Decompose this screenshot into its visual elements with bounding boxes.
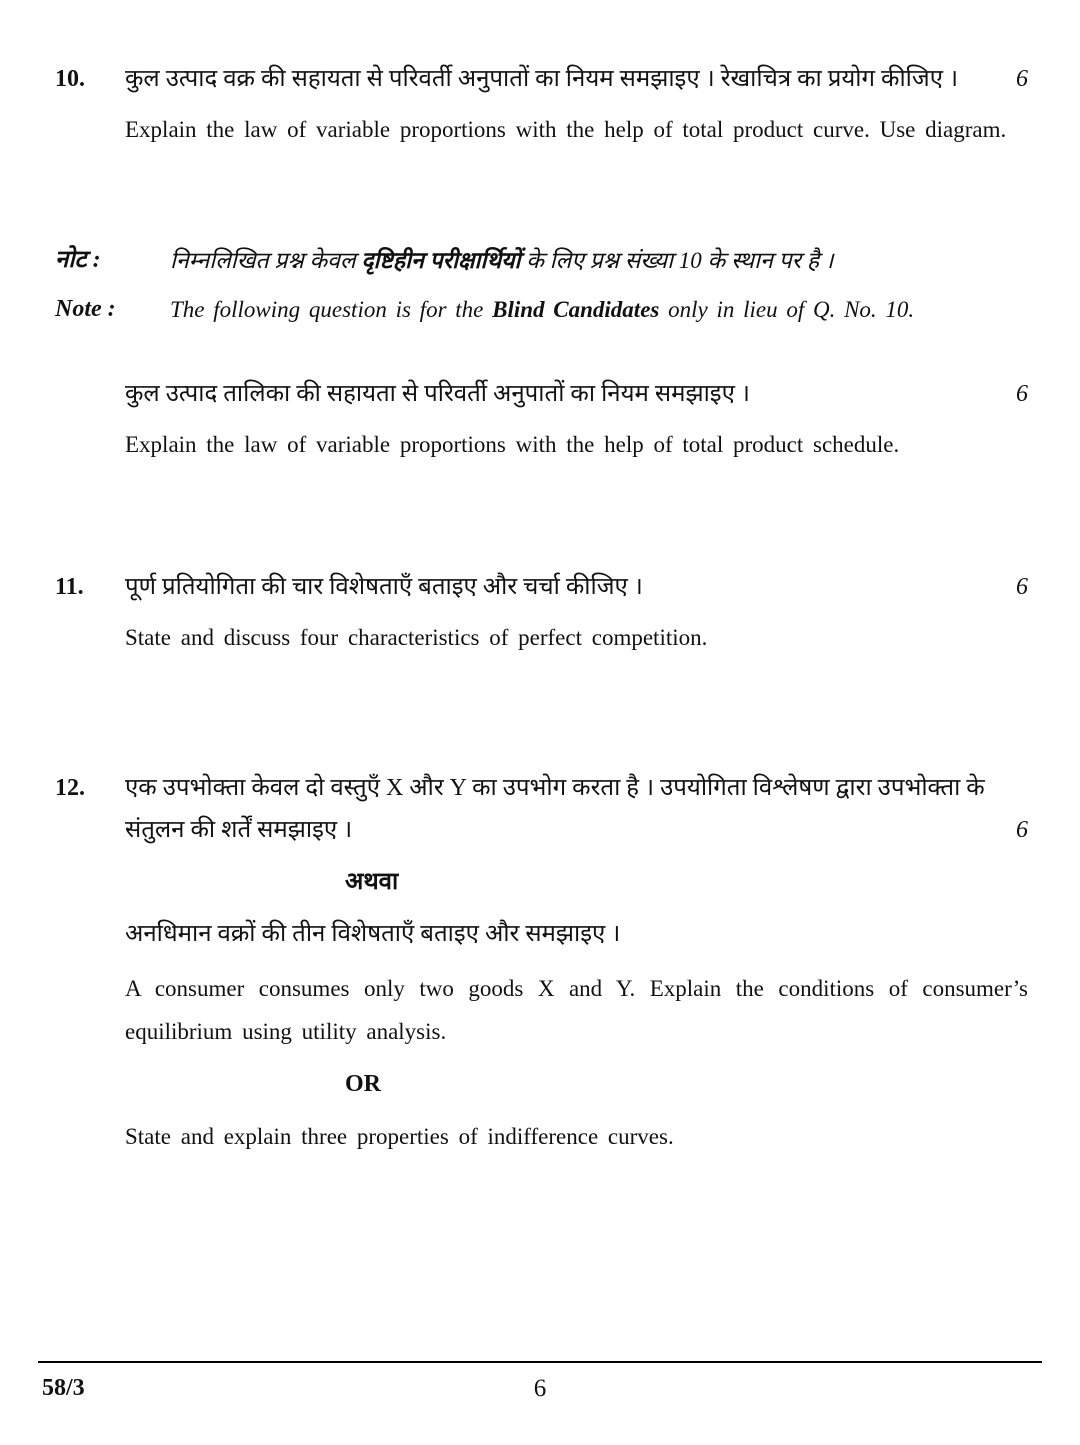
question-10-number: 10. [55, 66, 85, 92]
question-10-hindi-text: कुल उत्पाद वक्र की सहायता से परिवर्ती अनुपातों का नियम समझाइए । रेखाचित्र का प्रयोग कीजिए । [125, 66, 959, 92]
note-hindi-bold: दृष्टिहीन परीक्षार्थियों [361, 248, 521, 273]
note-hindi-post: के लिए प्रश्न संख्या 10 के स्थान पर है । [520, 248, 834, 273]
note-hindi-pre: निम्नलिखित प्रश्न केवल [170, 248, 362, 273]
question-11-english: State and discuss four characteristics of perfect competition. [125, 625, 708, 650]
question-12-hindi-1-text: एक उपभोक्ता केवल दो वस्तुएँ X और Y का उपभोग करता है । उपयोगिता विश्लेषण द्वारा उपभोक्ता के संतुलन की शर्तें समझाइए । [125, 775, 985, 843]
question-12-english-1: A consumer consumes only two goods X and Y. Explain the conditions of consumer’s equilibrium using utility analysis. [125, 976, 1028, 1044]
question-11-marks: 6 [1016, 574, 1028, 600]
paper-code: 58/3 [42, 1375, 85, 1401]
note-label-hindi: नोट : [55, 247, 101, 273]
question-10-marks: 6 [1016, 66, 1028, 92]
page-number: 6 [533, 1375, 547, 1402]
note-english-bold: Blind Candidates [492, 297, 660, 322]
question-12 [55, 767, 1028, 1158]
note-section [55, 239, 1028, 331]
note-english-pre: The following question is for the [170, 297, 493, 322]
note-english [170, 288, 1028, 331]
question-10-english: Explain the law of variable proportions with the help of total product curve. Use diagram. [125, 117, 1007, 142]
question-12-english-2: State and explain three properties of indifference curves. [125, 1124, 674, 1149]
page-footer [38, 1361, 1042, 1409]
blind-question-hindi [125, 373, 1028, 415]
question-11 [55, 566, 1028, 659]
question-10-hindi [125, 58, 1028, 100]
note-hindi [170, 239, 1028, 282]
question-12-number: 12. [55, 775, 85, 801]
question-12-hindi-2: अनधिमान वक्रों की तीन विशेषताएँ बताइए और समझाइए । [125, 921, 621, 947]
question-10 [55, 58, 1028, 151]
note-label-english: Note : [55, 296, 116, 322]
or-heading-english: OR [345, 1071, 381, 1097]
question-12-hindi-1 [125, 767, 1028, 851]
question-11-hindi-text: पूर्ण प्रतियोगिता की चार विशेषताएँ बताइए और चर्चा कीजिए । [125, 574, 643, 600]
blind-question-marks: 6 [1016, 381, 1028, 407]
question-12-marks: 6 [1016, 817, 1028, 843]
or-heading-hindi: अथवा [345, 869, 399, 895]
blind-question-english: Explain the law of variable proportions with the help of total product schedule. [125, 432, 900, 457]
note-english-post: only in lieu of Q. No. 10. [659, 297, 915, 322]
question-11-number: 11. [55, 574, 84, 600]
blind-question-hindi-text: कुल उत्पाद तालिका की सहायता से परिवर्ती अनुपातों का नियम समझाइए । [125, 381, 750, 407]
blind-question [55, 373, 1028, 466]
question-11-hindi [125, 566, 1028, 608]
